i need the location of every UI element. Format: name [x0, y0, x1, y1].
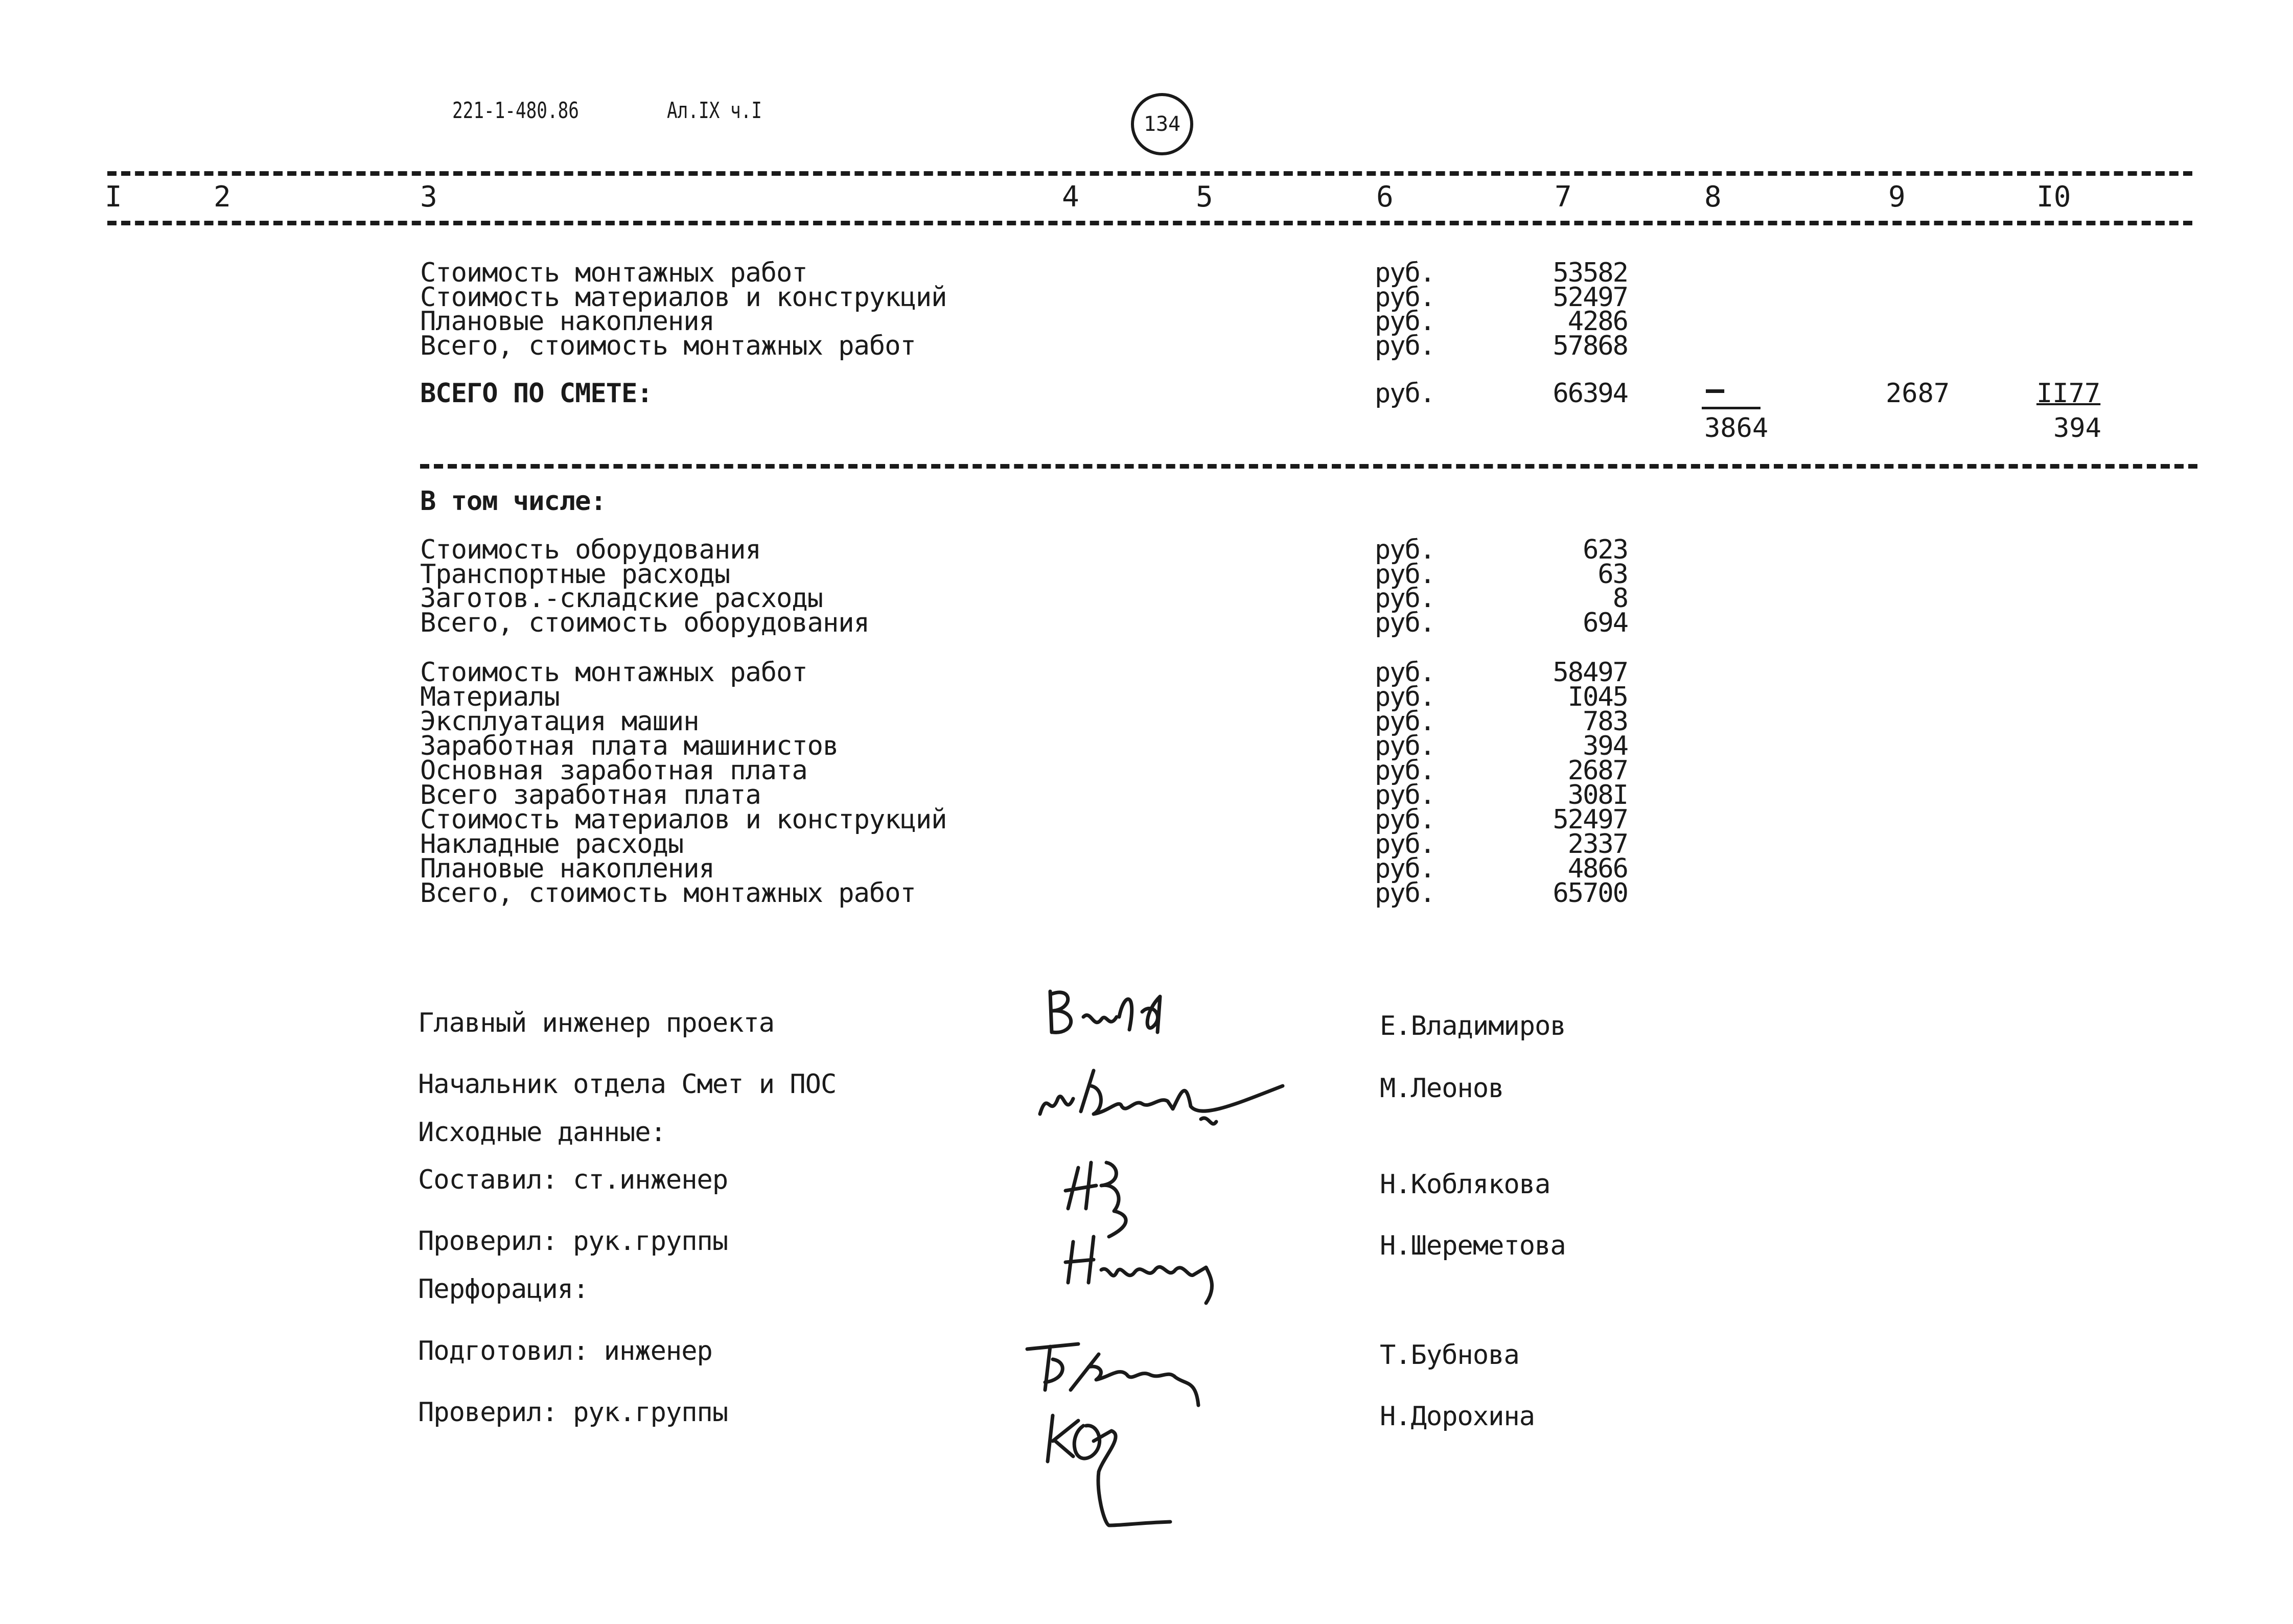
block3-unit: руб.: [1375, 829, 1435, 860]
block3-label: Заработная плата машинистов: [420, 731, 839, 761]
signature-role: Подготовил: инженер: [418, 1336, 712, 1366]
block3-label: Накладные расходы: [420, 829, 684, 860]
block2-unit: руб.: [1375, 535, 1435, 565]
block3-unit: руб.: [1375, 706, 1435, 737]
block3-label: Эксплуатация машин: [420, 706, 699, 737]
block3-value: 308I: [1567, 780, 1628, 810]
total-rule: [420, 464, 2197, 469]
column-number-6: 6: [1376, 180, 1394, 214]
block3-value: 4866: [1567, 853, 1628, 884]
block3-unit: руб.: [1375, 657, 1435, 688]
total-col10-top: II77: [2036, 378, 2101, 409]
column-number-10: I0: [2036, 180, 2071, 214]
block3-unit: руб.: [1375, 682, 1435, 712]
block1-unit: руб.: [1375, 282, 1435, 313]
block3-label: Плановые накопления: [420, 853, 714, 884]
block1-label: Стоимость материалов и конструкций: [420, 282, 947, 313]
block3-value: I045: [1567, 682, 1628, 712]
block1-unit: руб.: [1375, 331, 1435, 361]
block3-unit: руб.: [1375, 853, 1435, 884]
block3-unit: руб.: [1375, 878, 1435, 909]
block1-unit: руб.: [1375, 258, 1435, 288]
album-ref: Ал.IX ч.I: [667, 98, 762, 124]
column-number-5: 5: [1196, 180, 1213, 214]
block3-value: 394: [1583, 731, 1628, 761]
block3-label: Всего, стоимость монтажных работ: [420, 878, 916, 909]
total-col10-bottom: 394: [2053, 413, 2101, 444]
block1-value: 4286: [1567, 306, 1628, 337]
total-col8-bottom: 3864: [1704, 413, 1769, 444]
signature-role: Главный инженер проекта: [418, 1008, 775, 1038]
block1-value: 53582: [1553, 258, 1628, 288]
signature-name: Т.Бубнова: [1380, 1340, 1519, 1371]
signature-role: Начальник отдела Смет и ПОС: [418, 1069, 837, 1100]
page-number-stamp: [1131, 93, 1193, 155]
block1-label: Плановые накопления: [420, 306, 714, 337]
column-number-9: 9: [1888, 180, 1906, 214]
block3-unit: руб.: [1375, 804, 1435, 835]
total-col9: 2687: [1886, 378, 1950, 409]
block2-unit: руб.: [1375, 608, 1435, 638]
block2-label: Всего, стоимость оборудования: [420, 608, 869, 638]
block3-label: Материалы: [420, 682, 560, 712]
block3-value: 2337: [1567, 829, 1628, 860]
column-number-4: 4: [1062, 180, 1079, 214]
page-number: 134: [1143, 112, 1181, 136]
signature-name: Е.Владимиров: [1380, 1011, 1566, 1041]
signature-role: Исходные данные:: [418, 1117, 666, 1148]
block3-label: Стоимость монтажных работ: [420, 657, 807, 688]
block2-value: 694: [1583, 608, 1628, 638]
block2-value: 8: [1612, 583, 1628, 614]
block3-value: 52497: [1553, 804, 1628, 835]
column-number-3: 3: [420, 180, 437, 214]
total-col8-top: –: [1706, 372, 1725, 407]
signature-name: Н.Коблякова: [1380, 1169, 1550, 1200]
column-number-8: 8: [1704, 180, 1722, 214]
signature-name: Н.Шереметова: [1380, 1231, 1566, 1261]
block3-value: 58497: [1553, 657, 1628, 688]
signature-name: М.Леонов: [1380, 1073, 1504, 1104]
column-number-2: 2: [214, 180, 231, 214]
header-rule-bottom: [107, 221, 2192, 225]
signature-drawing-vladimirov: [1043, 981, 1196, 1048]
signature-drawing-bubnova: [1022, 1334, 1226, 1410]
block3-value: 2687: [1567, 755, 1628, 786]
signature-role: Перфорация:: [418, 1274, 589, 1305]
block2-value: 623: [1583, 535, 1628, 565]
column-number-7: 7: [1555, 180, 1572, 214]
block1-unit: руб.: [1375, 306, 1435, 337]
block2-label: Стоимость оборудования: [420, 535, 761, 565]
total-col8-fraction-line: [1702, 407, 1761, 409]
signature-role: Проверил: рук.группы: [418, 1397, 728, 1428]
block3-value: 65700: [1553, 878, 1628, 909]
block3-label: Основная заработная плата: [420, 755, 807, 786]
signature-role: Проверил: рук.группы: [418, 1226, 728, 1257]
total-value: 66394: [1553, 378, 1628, 409]
block3-unit: руб.: [1375, 731, 1435, 761]
total-label: ВСЕГО ПО СМЕТЕ:: [420, 378, 653, 409]
block2-unit: руб.: [1375, 559, 1435, 590]
in-that-number-heading: В том числе:: [420, 486, 606, 517]
block1-value: 52497: [1553, 282, 1628, 313]
total-unit: руб.: [1375, 378, 1435, 409]
signature-drawing-dorokhina: [1037, 1400, 1180, 1533]
signature-name: Н.Дорохина: [1380, 1401, 1535, 1432]
column-number-1: I: [105, 180, 122, 214]
block1-label: Всего, стоимость монтажных работ: [420, 331, 916, 361]
header-rule-top: [107, 171, 2192, 176]
block3-label: Всего заработная плата: [420, 780, 761, 810]
doc-code: 221-1-480.86: [452, 98, 579, 124]
block3-value: 783: [1583, 706, 1628, 737]
signature-role: Составил: ст.инженер: [418, 1165, 728, 1195]
signature-drawing-sheremetova: [1058, 1226, 1272, 1313]
block2-unit: руб.: [1375, 583, 1435, 614]
block2-value: 63: [1597, 559, 1628, 590]
block3-unit: руб.: [1375, 755, 1435, 786]
block1-label: Стоимость монтажных работ: [420, 258, 807, 288]
block2-label: Транспортные расходы: [420, 559, 730, 590]
signature-drawing-leonov: [1032, 1058, 1298, 1140]
block1-value: 57868: [1553, 331, 1628, 361]
block3-label: Стоимость материалов и конструкций: [420, 804, 947, 835]
block2-label: Заготов.-складские расходы: [420, 583, 823, 614]
block3-unit: руб.: [1375, 780, 1435, 810]
